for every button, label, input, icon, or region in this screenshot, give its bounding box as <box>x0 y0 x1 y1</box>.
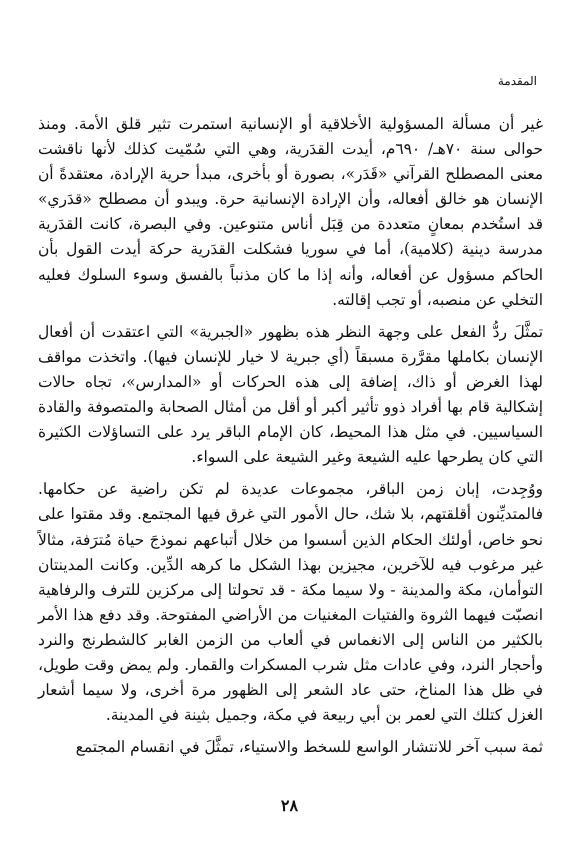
page-number: ٢٨ <box>280 796 299 815</box>
paragraph: غير أن مسألة المسؤولية الأخلاقية أو الإنسانية استمرت تثير قلق الأمة. ومنذ حوالى سنة ٧٠هـ/ ٦٩٠م، أيدت القدَرية، وهي التي سُمّيت كذلك لأنها ناقشت معنى المصطلح القرآني «قَدَر»، بصورة أو بأخرى، مبدأ حرية الإرادة، معتقدةً أن الإنسان هو خالق أفعاله، وأن الإرادة الإنسانية حرة. ويبدو أن مصطلح «قدَري» قد استُخدم بمعانٍ متعددة من قِبَل أناس متنوعين. وفي البصرة، كانت القدَرية مدرسة دينية (كلامية)، أما في سوريا فشكلت القدَرية حركة أيدت القول بأن الحاكم مسؤول عن أفعاله، وأنه إذا ما كان مذنباً بالفسق وسوء السلوك فعليه التخلي عن منصبه، أو تجب إقالته. <box>38 115 543 309</box>
paragraph: ووُجِدت، إبان زمن الباقر، مجموعات عديدة لم تكن راضية عن حكامها. فالمتديِّنون أقلقتهم، بلا شك، حال الأمور التي غرق فيها المجتمع. وقد مقتوا على نحو خاص، أولئك الحكام الذين أسسوا من خلال أتباعهم نموذجَ حياة مُترَفة، مثالاً غير مرغوب فيه للآخرين، مجيزين بهذا الشكل ما كرهه الدِّين. وكانت المدينتان التوأمان، مكة والمدينة - ولا سيما مكة - قد تحولتا إلى مركزين للترف والرفاهية انصبّت فيهما الثروة والفتيات المغنيات من الأراضي المفتوحة. وقد دفع هذا الأمر بالكثير من الناس إلى الانغماس في ألعاب من الزمن الغابر كالشطرنج والنرد وأحجار النرد، وفي عادات مثل شرب المسكرات والقمار. ولم يمض وقت طويل، في ظل هذا المناخ، حتى عاد الشعر إلى الظهور مرة أخرى، ولا سيما أشعار الغزل كتلك التي لعمر بن أبي ربيعة في مكة، وجميل بثينة في المدينة. <box>38 480 543 725</box>
running-header: المقدمة <box>497 74 537 88</box>
body-text <box>38 112 543 760</box>
paragraph: تمثَّلَ ردُّ الفعل على وجهة النظر هذه بظهور «الجبرية» التي اعتقدت أن أفعال الإنسان بكاملها مقرَّرة مسبقاً (أي جبرية لا خيار للإنسان فيها). واتخذت مواقف لهذا الغرض أو ذاك، إضافة إلى هذه الحركات أو «المدارس»، تجاه حالات إشكالية قام بها أفراد ذوو تأثير أكبر أو أقل من أمثال الصحابة والمتصوفة والقادة السياسيين. في مثل هذا المحيط، كان الإمام الباقر يرد على التساؤلات الكثيرة التي كان يطرحها عليه الشيعة وغير الشيعة على السواء. <box>38 322 543 467</box>
paragraph: ثمة سبب آخر للانتشار الواسع للسخط والاستياء، تمثَّلَ في انقسام المجتمع <box>75 738 543 757</box>
